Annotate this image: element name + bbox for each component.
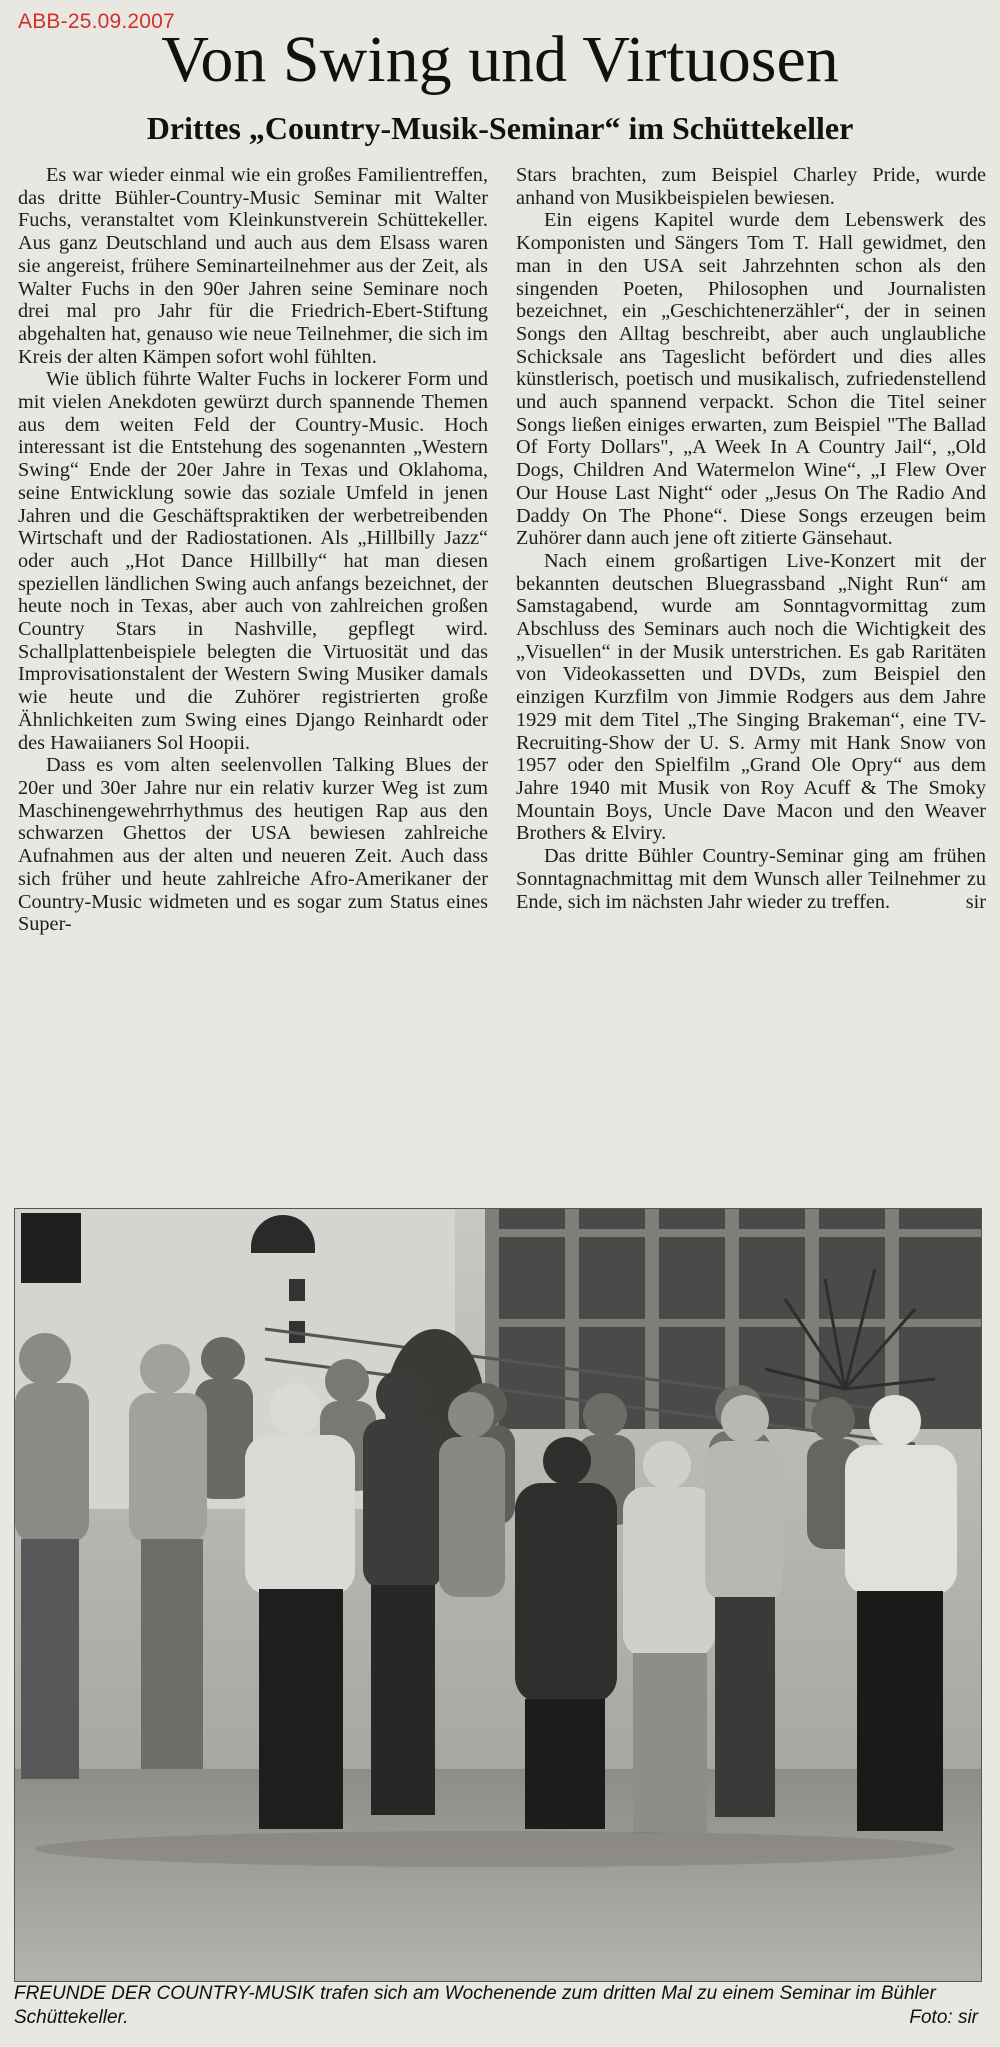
paragraph: Stars brachten, zum Beispiel Charley Pride, wurde anhand von Musikbeispielen bewiesen.	[516, 164, 986, 209]
photo-caption	[14, 1982, 980, 2030]
paragraph: Nach einem großartigen Live-Konzert mit der bekannten deutschen Bluegrassband „Night Run“ am Samstagabend, wurde am Sonntagvormittag zum Abschluss des Seminars auch noch die Wichtigkeit des „Visuellen“ in der Musik unterstrichen. Es gab Raritäten von Videokassetten und DVDs, zum Beispiel den einzigen Kurzfilm von Jimmie Rodgers aus dem Jahre 1929 mit dem Titel „The Singing Brakeman“, eine TV-Recruiting-Show der U. S. Army mit Hank Snow von 1957 oder den Spielfilm „Grand Ole Opry“ aus dem Jahre 1940 mit Musik von Roy Acuff & The Smoky Mountain Boys, Uncle Dave Macon und den Weaver Brothers & Elviry.	[516, 549, 986, 845]
paragraph: Dass es vom alten seelenvollen Talking Blues der 20er und 30er Jahre nur ein relativ kurzer Weg ist zum Maschinengewehrrhythmus des heutigen Rap aus den schwarzen Ghettos der USA bewiesen zahlreiche Aufnahmen aus der alten und neueren Zeit. Auch dass sich früher und heute zahlreiche Afro-Amerikaner der Country-Music widmeten und es sogar zum Status eines Super-	[18, 754, 488, 936]
caption-text: trafen sich am Wochenende zum dritten Mal zu einem Seminar im Bühler Schüttekeller.	[14, 1983, 936, 2028]
date-stamp: ABB-25.09.2007	[18, 10, 175, 33]
paragraph: Wie üblich führte Walter Fuchs in lockerer Form und mit vielen Anekdoten gewürzt durch spannende Themen aus dem weiten Feld der Country-Music. Hoch interessant ist die Entstehung des sogenannten „Western Swing“ Ende der 20er Jahre in Texas und Oklahoma, seine Entwicklung sowie das soziale Umfeld in jenen Jahren und die Geschäftspraktiken der werbetreibenden Wirtschaft und der Radiostationen. Als „Hillbilly Jazz“ oder auch „Hot Dance Hillbilly“ hat man diesen speziellen ländlichen Swing auch anfangs bezeichnet, der heute noch in Texas, aber auch von zahlreichen großen Country Stars in Nashville, gepflegt wird. Schallplattenbeispiele belegten die Virtuosität und das Improvisationstalent der Western Swing Musiker damals wie heute und die Zuhörer registrierten große Ähnlichkeiten zum Swing eines Django Reinhardt oder des Hawaiianers Sol Hoopii.	[18, 368, 488, 754]
paragraph: Ein eigens Kapitel wurde dem Lebenswerk des Komponisten und Sängers Tom T. Hall gewidmet, den man in den USA seit Jahrzehnten schon als den singenden Poeten, Philosophen und Journalisten bezeichnet, ein „Geschichtenerzähler“, der in seinen Songs den Alltag beschreibt, aber auch unglaubliche Schicksale ans Tageslicht befördert und dies alles künstlerisch, poetisch und musikalisch, zufriedenstellend und auch spannend verpackt. Schon die Titel seiner Songs ließen einiges erwarten, zum Beispiel "The Ballad Of Forty Dollars", „A Week In A Country Jail“, „Old Dogs, Children And Watermelon Wine“, „I Flew Over Our House Last Night“ oder „Jesus On The Radio And Daddy On The Phone“. Diese Songs erzeugen beim Zuhörer dann auch jene oft zitierte Gänsehaut.	[516, 209, 986, 550]
article-column-right	[516, 164, 986, 1174]
subheadline: Drittes „Country-Musik-Seminar“ im Schüttekeller	[146, 110, 854, 146]
caption-lead: FREUNDE DER COUNTRY-MUSIK	[14, 1983, 315, 2004]
paragraph: Das dritte Bühler Country-Seminar ging am frühen Sonntagnachmittag mit dem Wunsch aller Teilnehmer zu Ende, sich im nächsten Jahr wieder zu treffen. sir	[516, 845, 986, 913]
paragraph: Es war wieder einmal wie ein großes Familientreffen, das dritte Bühler-Country-Music Seminar mit Walter Fuchs, veranstaltet vom Kleinkunstverein Schüttekeller. Aus ganz Deutschland und auch aus dem Elsass waren sie angereist, frühere Seminarteilnehmer aus der Zeit, als Walter Fuchs in den 90er Jahren seine Seminare noch drei mal pro Jahr für die Friedrich-Ebert-Stiftung abgehalten hat, genauso wie neue Teilnehmer, die sich im Kreis der alten Kämpen sofort wohl fühlten.	[18, 164, 488, 368]
photo-credit: Foto: sir	[909, 2007, 978, 2028]
headline: Von Swing und Virtuosen	[161, 23, 839, 96]
article-column-left	[18, 164, 488, 1174]
group-photo	[14, 1208, 982, 1982]
author-signature: sir	[965, 890, 986, 913]
